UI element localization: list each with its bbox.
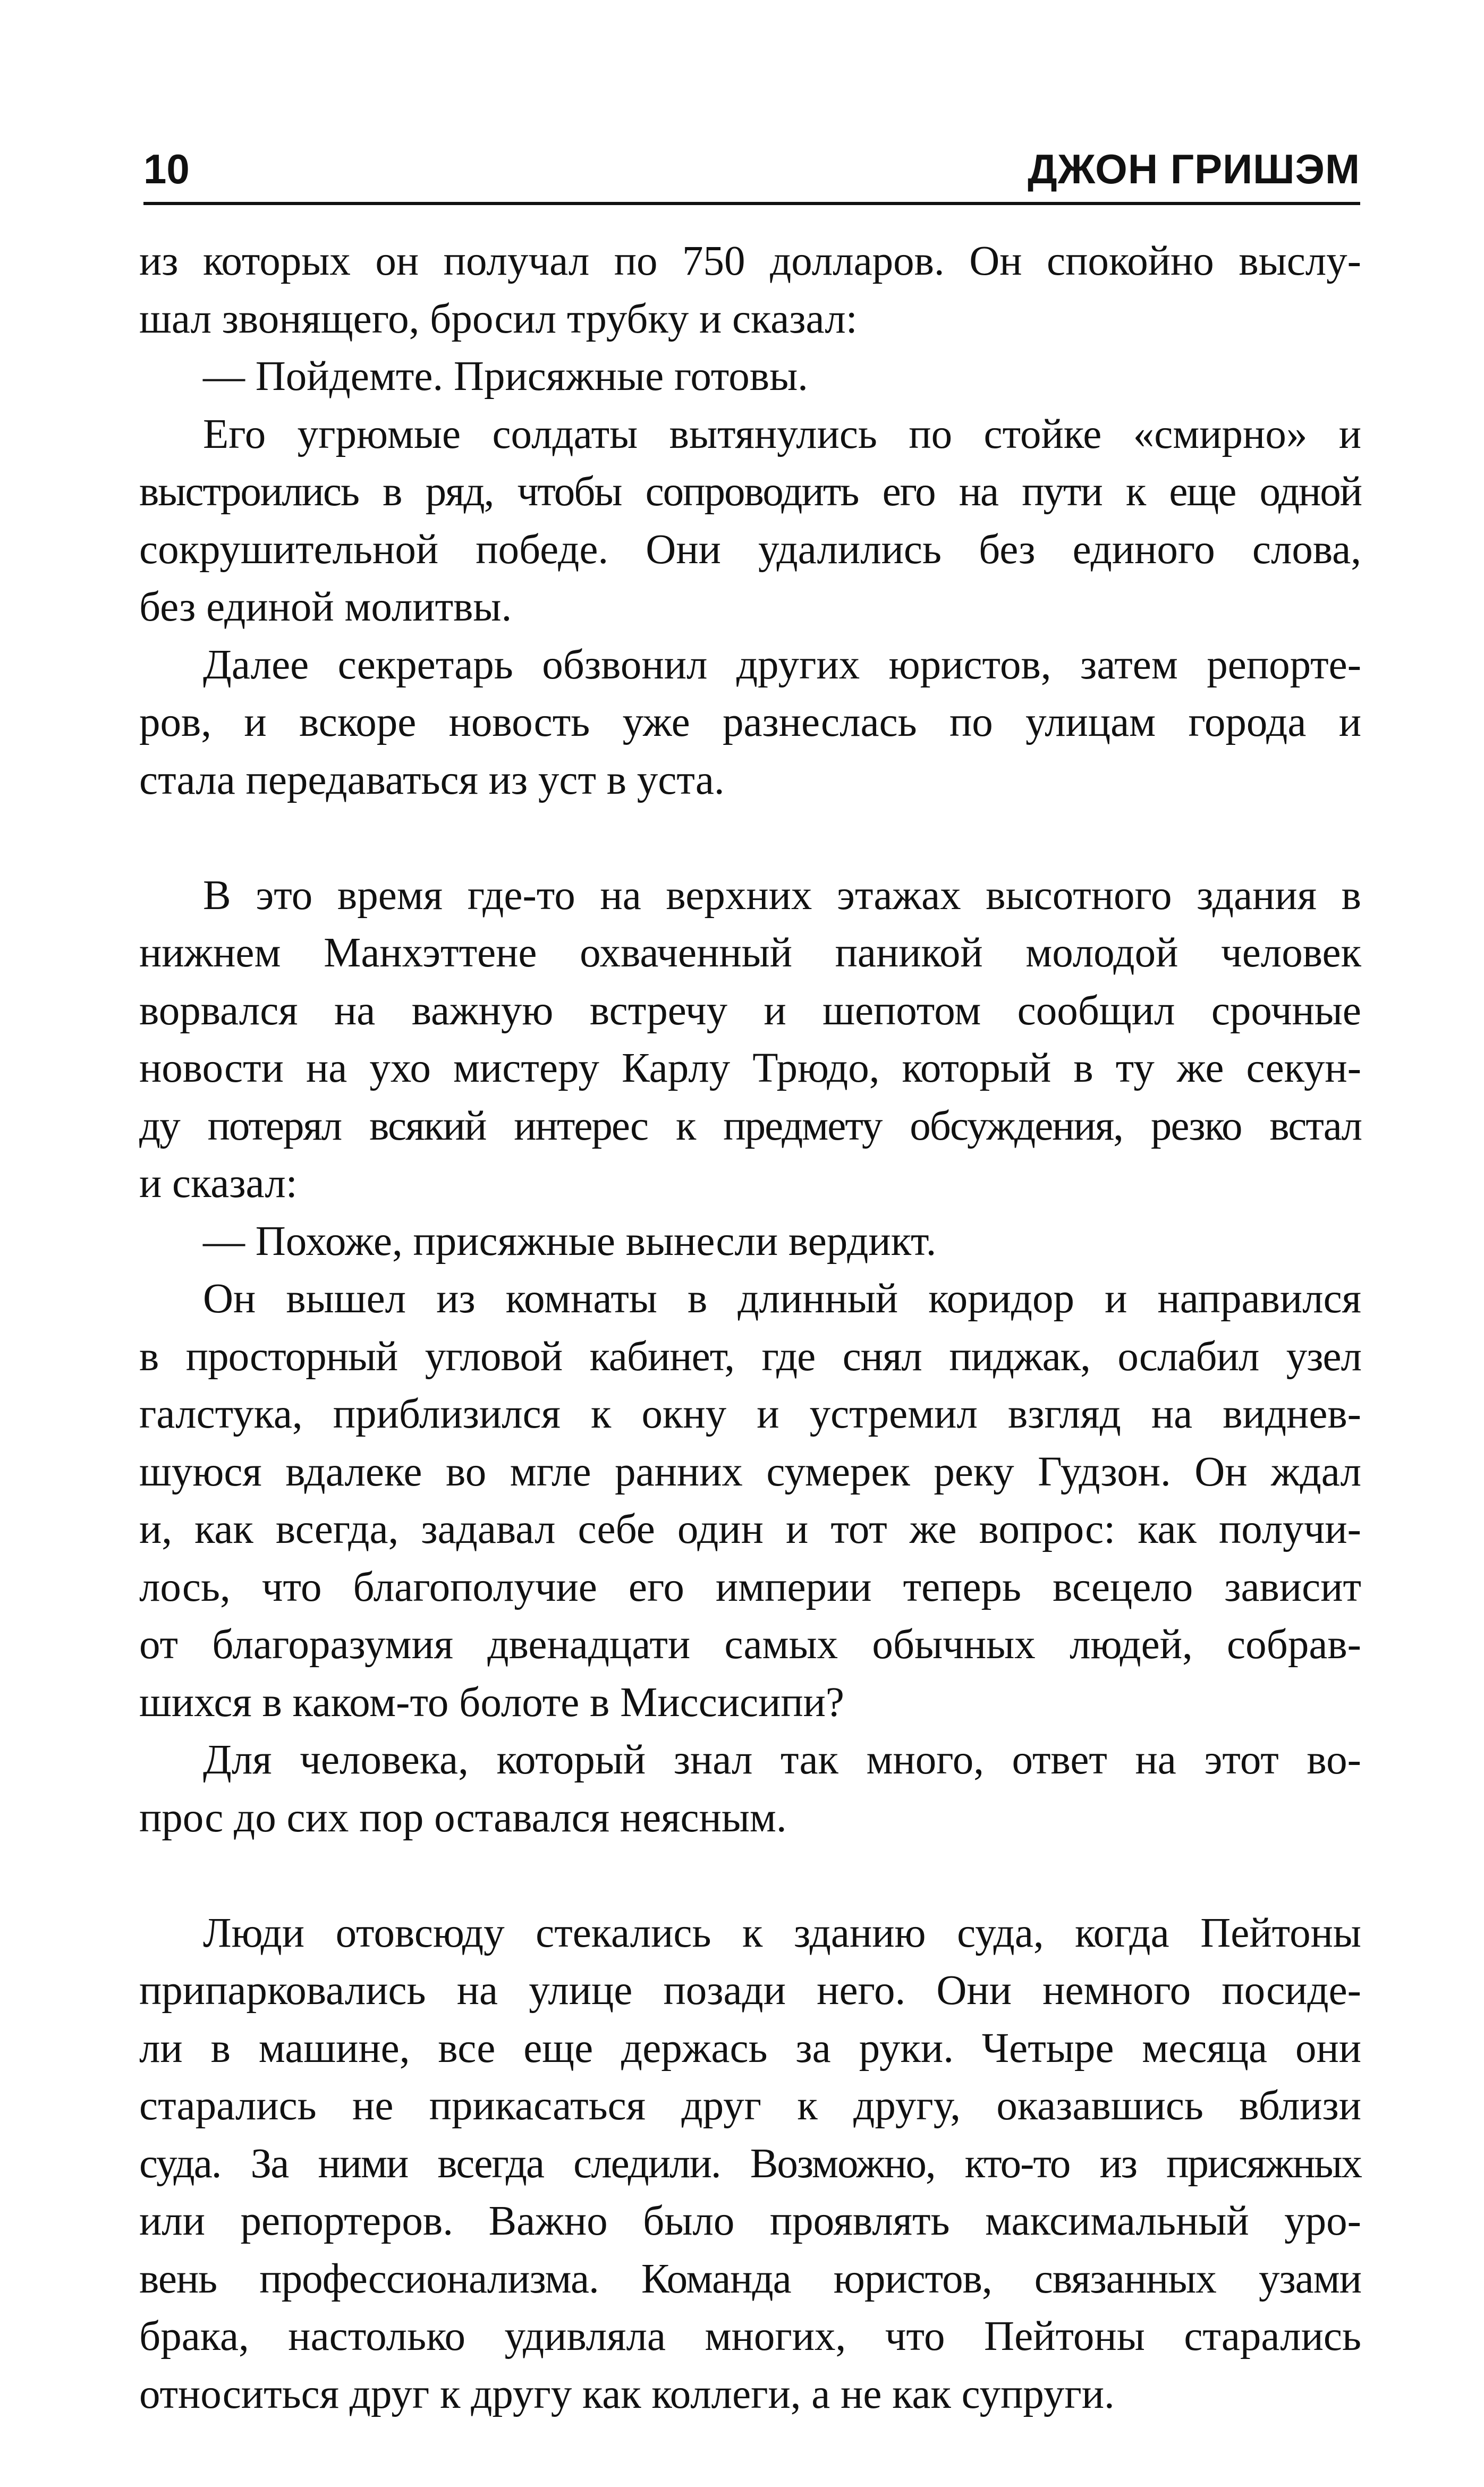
text-line: шал звонящего, бросил трубку и сказал: [139, 295, 858, 342]
text-line: в просторный угловой кабинет, где снял пиджак, ослабил узел [139, 1333, 1361, 1380]
text-line: или репортеров. Важно было проявлять максимальный уро- [139, 2198, 1361, 2244]
section-break [139, 1847, 1361, 1905]
text-line: — Похоже, присяжные вынесли вердикт. [203, 1218, 937, 1264]
text-line: ду потерял всякий интерес к предмету обсуждения, резко встал [139, 1102, 1361, 1149]
text-line: вень профессионализма. Команда юристов, связанных узами [139, 2255, 1361, 2302]
running-head-author: ДЖОН ГРИШЭМ [1028, 146, 1360, 192]
text-line: старались не прикасаться друг к другу, оказавшись вблизи [139, 2083, 1361, 2129]
text-line: суда. За ними всегда следили. Возможно, кто-то из присяжных [139, 2140, 1361, 2187]
text-line: и, как всегда, задавал себе один и тот же вопрос: как получи- [139, 1506, 1361, 1552]
text-line: относиться друг к другу как коллеги, а не как супруги. [139, 2371, 1115, 2417]
text-line: сокрушительной победе. Они удалились без единого слова, [139, 526, 1361, 573]
text-line: нижнем Манхэттене охваченный паникой молодой человек [139, 930, 1361, 976]
text-line: и сказал: [139, 1160, 298, 1207]
text-line: брака, настолько удивляла многих, что Пейтоны старались [139, 2313, 1361, 2359]
text-line: Он вышел из комнаты в длинный коридор и направился [203, 1276, 1361, 1322]
page-number: 10 [143, 146, 190, 192]
text-line: Для человека, который знал так много, ответ на этот во- [203, 1737, 1361, 1783]
header-rule [143, 202, 1360, 205]
text-line: галстука, приблизился к окну и устремил взгляд на виднев- [139, 1391, 1361, 1437]
body-text [139, 233, 1361, 2423]
text-line: ворвался на важную встречу и шепотом сообщил срочные [139, 987, 1361, 1034]
text-line: шихся в каком-то болоте в Миссисипи? [139, 1679, 844, 1726]
text-line: — Пойдемте. Присяжные готовы. [203, 353, 808, 400]
text-line: из которых он получал по 750 долларов. Он спокойно выслу- [139, 238, 1361, 284]
section-break [139, 809, 1361, 867]
text-line: Его угрюмые солдаты вытянулись по стойке «смирно» и [203, 411, 1361, 457]
text-line: ли в машине, все еще держась за руки. Четыре месяца они [139, 2025, 1361, 2072]
text-line: припарковались на улице позади него. Они немного посиде- [139, 1967, 1361, 2014]
text-line: прос до сих пор оставался неясным. [139, 1794, 787, 1841]
text-line: лось, что благополучие его империи теперь всецело зависит [139, 1564, 1361, 1610]
text-line: шуюся вдалеке во мгле ранних сумерек реку Гудзон. Он ждал [139, 1448, 1361, 1495]
text-line: без единой молитвы. [139, 584, 512, 630]
text-line: новости на ухо мистеру Карлу Трюдо, который в ту же секун- [139, 1045, 1361, 1091]
text-line: Далее секретарь обзвонил других юристов, затем репорте- [203, 641, 1361, 688]
text-line: Люди отовсюду стекались к зданию суда, когда Пейтоны [203, 1909, 1361, 1956]
text-line: выстроились в ряд, чтобы сопроводить его на пути к еще одной [139, 469, 1361, 515]
running-head [143, 139, 1360, 199]
text-line: ров, и вскоре новость уже разнеслась по улицам города и [139, 699, 1361, 745]
text-line: В это время где-то на верхних этажах высотного здания в [203, 872, 1361, 919]
text-line: от благоразумия двенадцати самых обычных людей, собрав- [139, 1622, 1361, 1668]
text-line: стала передаваться из уст в уста. [139, 757, 725, 803]
